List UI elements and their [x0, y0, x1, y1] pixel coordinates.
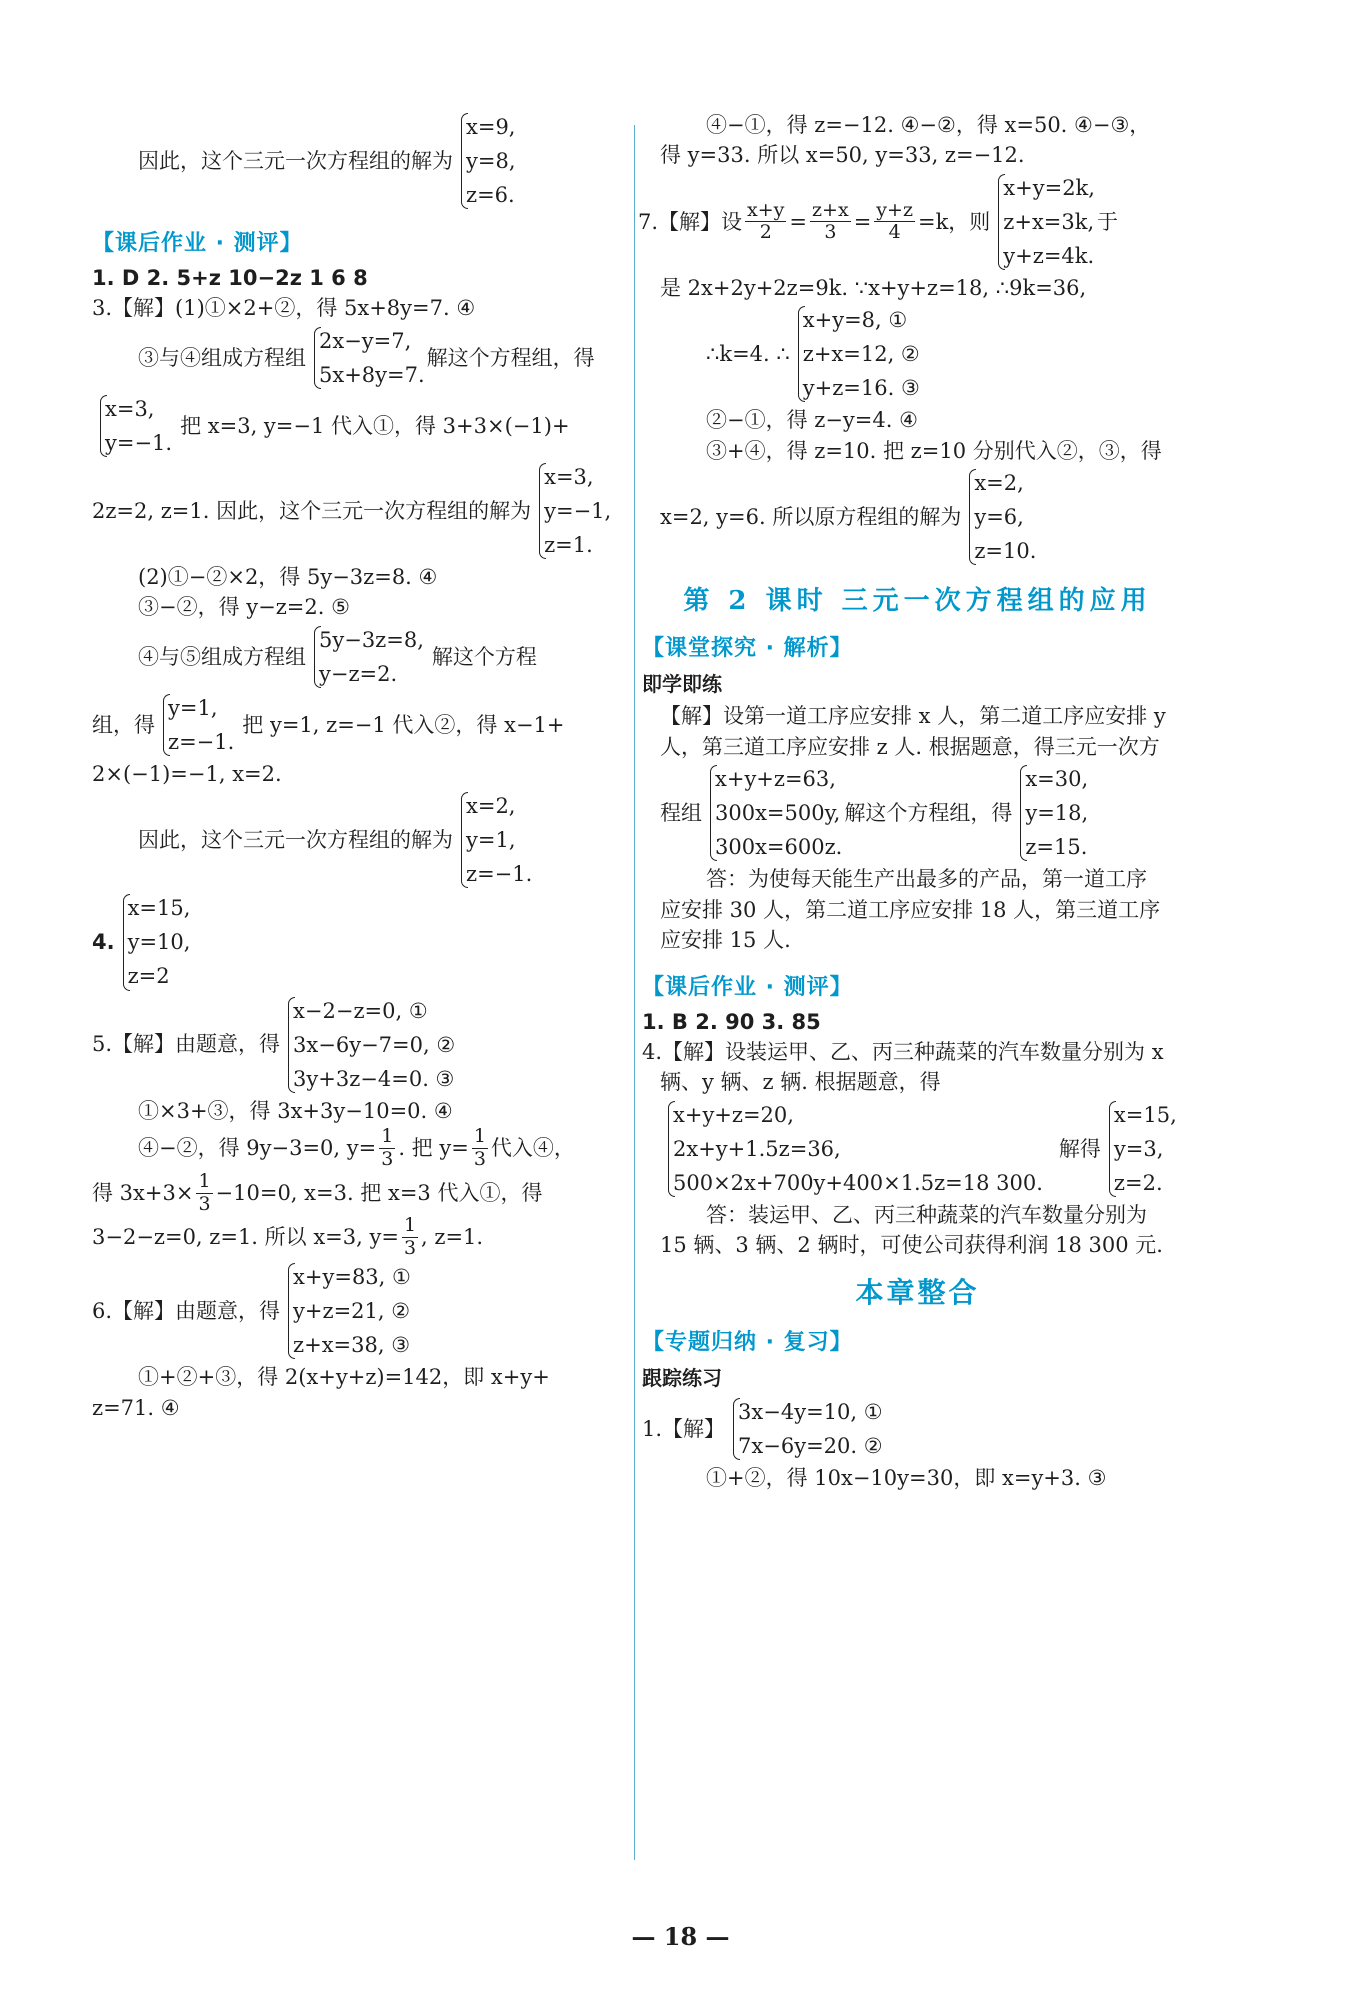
equation-line: 程组 x+y+z=63, 300x=500y, 300x=600z. 解这个方程组，得 x=30, y=18, z=15. — [660, 762, 1175, 864]
equation-line: 2×(−1)=−1, x=2. — [92, 761, 282, 786]
answer-line: 1. B 2. 90 3. 85 — [642, 1009, 821, 1034]
equation-system: 3x−4y=10, ① 7x−6y=20. ② — [727, 1395, 883, 1463]
fraction: $\frac{x+y}{2}$ — [747, 198, 785, 244]
section-heading: 【专题归纳 · 复习】 — [642, 1329, 853, 1355]
fraction: $\frac{z+x}{3}$ — [812, 198, 849, 244]
equation-line: x+y+z=20, 2x+y+1.5z=36, 500×2x+700y+400×1.5z=18 300. 解得 x=15, y=3, z=2. — [660, 1098, 1175, 1200]
equation-system: x=3, y=−1, z=1. — [533, 460, 611, 562]
section-heading: 【课堂探究 · 解析】 — [642, 636, 853, 662]
text-line: 答：为使每天能生产出最多的产品，第一道工序 — [706, 867, 1147, 892]
equation-line: 得 3x+3× $\frac{1}{3}$ −10=0, x=3. 把 x=3 代入①，得 — [92, 1169, 543, 1215]
chapter-title: 本章整合 — [855, 1275, 980, 1309]
text-line: 15 辆、3 辆、2 辆时，可使公司获得利润 18 300 元. — [660, 1233, 1163, 1258]
answer-line: 6.【解】由题意，得 x+y=83, ① y+z=21, ② z+x=38, ③ — [92, 1260, 617, 1362]
text-line: 答：装运甲、乙、丙三种蔬菜的汽车数量分别为 — [706, 1202, 1147, 1227]
equation-line: ③−②，得 y−z=2. ⑤ — [138, 595, 350, 620]
equation-line: ④与⑤组成方程组 5y−3z=8, y−z=2. 解这个方程 — [92, 623, 617, 691]
page-number: — 18 — — [631, 1922, 730, 1951]
text-line: 【解】设第一道工序应安排 x 人，第二道工序应安排 y — [660, 704, 1166, 729]
text-line: 人，第三道工序应安排 z 人. 根据题意，得三元一次方 — [660, 734, 1160, 759]
equation-line: ③+④，得 z=10. 把 z=10 分别代入②，③，得 — [706, 438, 1162, 463]
text-line: 辆、y 辆、z 辆. 根据题意，得 — [660, 1070, 941, 1095]
answer-line: 3.【解】(1)①×2+②，得 5x+8y=7. ④ — [92, 296, 476, 321]
equation-line: ①+②+③，得 2(x+y+z)=142，即 x+y+ — [138, 1365, 550, 1390]
solution-line: x=2, y=6. 所以原方程组的解为 x=2, y=6, z=10. — [660, 466, 1175, 568]
equation-system: x+y=2k, z+x=3k, y+z=4k. — [992, 171, 1095, 273]
equation-line: ①+②，得 10x−10y=30，即 x=y+3. ③ — [706, 1465, 1107, 1490]
equation-system: y=1, z=−1. — [157, 691, 234, 759]
equation-line: 2z=2, z=1. 因此，这个三元一次方程组的解为 x=3, y=−1, z=1. — [92, 460, 617, 562]
fraction: $\frac{y+z}{4}$ — [876, 198, 913, 244]
answer-line: 7.【解】设 $\frac{x+y}{2}$ = $\frac{z+x}{3}$ = $\frac{y+z}{4}$ =k，则 x+y=2k, z+x=3k, y+z=4k. 于 — [638, 171, 1175, 273]
fraction: $\frac{1}{3}$ — [403, 1214, 417, 1260]
equation-line: ①×3+③，得 3x+3y−10=0. ④ — [138, 1098, 453, 1123]
equation-system: x−2−z=0, ① 3x−6y−7=0, ② 3y+3z−4=0. ③ — [282, 994, 455, 1096]
left-column — [92, 110, 617, 1423]
equation-line: 得 y=33. 所以 x=50, y=33, z=−12. — [660, 143, 1025, 168]
sub-heading: 即学即练 — [642, 672, 722, 697]
equation-system: x=2, y=6, z=10. — [963, 466, 1036, 568]
equation-line: (2)①−②×2，得 5y−3z=8. ④ — [138, 565, 438, 590]
equation-line: ∴k=4. ∴ x+y=8, ① z+x=12, ② y+z=16. ③ — [660, 303, 1175, 405]
solution-line: 因此，这个三元一次方程组的解为 x=9, y=8, z=6. — [92, 110, 617, 212]
fraction: $\frac{1}{3}$ — [473, 1124, 486, 1170]
fraction: $\frac{1}{3}$ — [381, 1124, 394, 1170]
answer-line: 5.【解】由题意，得 x−2−z=0, ① 3x−6y−7=0, ② 3y+3z−4=0. ③ — [92, 994, 617, 1096]
sub-heading: 跟踪练习 — [642, 1365, 722, 1390]
equation-system: x=15, y=10, z=2 — [117, 891, 191, 993]
equation-system: 2x−y=7, 5x+8y=7. — [308, 324, 425, 392]
text-line: 应安排 30 人，第二道工序应安排 18 人，第三道工序 — [660, 897, 1161, 922]
equation-line: 3−2−z=0, z=1. 所以 x=3, y= $\frac{1}{3}$ , z=1. — [92, 1214, 484, 1260]
equation-line: ②−①，得 z−y=4. ④ — [706, 408, 918, 433]
equation-system: x=3, y=−1. — [94, 392, 172, 460]
text-line: 应安排 15 人. — [660, 928, 791, 953]
lesson-title: 第 2 课时 三元一次方程组的应用 — [683, 586, 1152, 617]
answer-line: 1. D 2. 5+z 10−2z 1 6 8 — [92, 266, 368, 291]
column-divider — [634, 125, 635, 1860]
fraction: $\frac{1}{3}$ — [198, 1169, 211, 1215]
solution-line: 因此，这个三元一次方程组的解为 x=2, y=1, z=−1. — [92, 789, 617, 891]
equation-system: x=15, y=3, z=2. — [1103, 1098, 1177, 1200]
equation-system: x=30, y=18, z=15. — [1014, 762, 1088, 864]
equation-line: ③与④组成方程组 2x−y=7, 5x+8y=7. 解这个方程组，得 — [92, 324, 617, 392]
equation-system: 5y−3z=8, y−z=2. — [308, 623, 424, 691]
equation-line: 是 2x+2y+2z=9k. ∵x+y+z=18, ∴9k=36, — [660, 275, 1087, 300]
equation-line: x=3, y=−1. 把 x=3, y=−1 代入①，得 3+3×(−1)+ — [92, 392, 617, 460]
equation-line: z=71. ④ — [92, 1395, 180, 1420]
answer-line: 4.【解】设装运甲、乙、丙三种蔬菜的汽车数量分别为 x — [642, 1040, 1164, 1064]
equation-system: x=9, y=8, z=6. — [455, 110, 516, 212]
equation-line: ④−②，得 9y−3=0, y= $\frac{1}{3}$ . 把 y= $\frac{1}{3}$ 代入④， — [138, 1124, 575, 1170]
answer-line: 1.【解】 3x−4y=10, ① 7x−6y=20. ② — [642, 1395, 1175, 1463]
equation-system: x+y+z=63, 300x=500y, 300x=600z. — [704, 762, 842, 864]
answer-line: 4. x=15, y=10, z=2 — [92, 891, 617, 993]
section-heading: 【课后作业 · 测评】 — [92, 231, 303, 257]
right-column — [638, 110, 1177, 1493]
equation-system: x+y=8, ① z+x=12, ② y+z=16. ③ — [792, 303, 920, 405]
section-heading: 【课后作业 · 测评】 — [642, 974, 853, 1000]
equation-system: x+y=83, ① y+z=21, ② z+x=38, ③ — [282, 1260, 411, 1362]
equation-line: ④−①，得 z=−12. ④−②，得 x=50. ④−③， — [706, 113, 1151, 137]
equation-system: x+y+z=20, 2x+y+1.5z=36, 500×2x+700y+400×1.5z=18 300. — [662, 1098, 1043, 1200]
equation-line: 组，得 y=1, z=−1. 把 y=1, z=−1 代入②，得 x−1+ — [92, 691, 617, 759]
equation-system: x=2, y=1, z=−1. — [455, 789, 532, 891]
